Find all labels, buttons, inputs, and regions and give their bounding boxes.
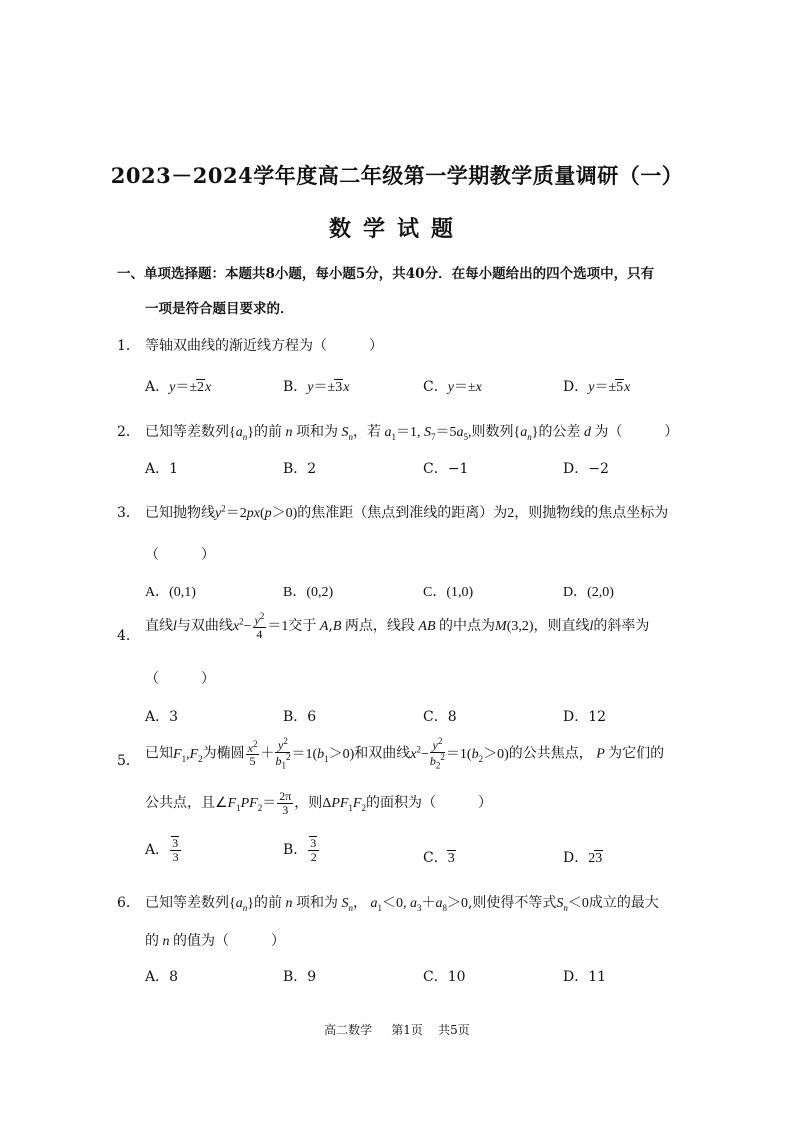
question-6-text-line2: 的 n 的值为（ ） xyxy=(145,933,285,949)
q5-option-a: A． $\frac{3}{3}$ xyxy=(145,836,182,864)
question-4-paren: （ ） xyxy=(145,671,215,687)
q6-option-b: B．9 xyxy=(283,969,317,985)
q5-option-d: D．23 xyxy=(563,850,603,866)
q4-option-d: D．12 xyxy=(563,709,607,725)
exam-title: 2023－2024学年度高二年级第一学期教学质量调研（一） xyxy=(110,163,684,188)
q2-option-c: C．−1 xyxy=(423,461,469,477)
q6-option-d: D．11 xyxy=(563,969,607,985)
q5-option-b: B． $\frac{3}{2}$ xyxy=(283,836,320,864)
question-6-text: 已知等差数列$\{a_n\}$的前 n 项和为 $S_n$， $a_1<0$, $a_3+a_8>0$,则使得不等式$S_n<0$成立的最大 xyxy=(145,895,659,913)
question-3-text: 已知抛物线$y^2=2px(p>0)$的焦准距（焦点到准线的距离）为2，则抛物线的焦点坐标为 xyxy=(145,503,669,521)
q2-option-b: B．2 xyxy=(283,461,317,477)
question-3-paren: （ ） xyxy=(145,547,215,563)
q6-option-a: A．8 xyxy=(145,969,179,985)
footer-total: 共5页 xyxy=(438,1023,470,1037)
page-footer xyxy=(0,1021,794,1038)
q5-option-c: C．3 xyxy=(423,850,455,866)
q1-option-d: D．y＝±5x xyxy=(563,379,631,395)
q6-option-c: C．10 xyxy=(423,969,466,985)
question-5-number: 5． xyxy=(117,753,140,769)
section-heading-line1: 一、单项选择题：本题共8小题，每小题5分，共40分．在每小题给出的四个选项中，只有 xyxy=(117,266,655,282)
footer-page: 第1页 xyxy=(391,1023,423,1037)
question-5-text-line2: 公共点，且$\angle F_1PF_2=$ $\frac{2\pi}{3}$ ，则$\Delta PF_1F_2$的面积为（ ） xyxy=(145,789,492,817)
q1-option-b: B．y＝±3x xyxy=(283,379,350,395)
question-6-number: 6． xyxy=(117,895,140,911)
q4-option-c: C．8 xyxy=(423,709,457,725)
q1-option-c: C．y＝±x xyxy=(423,379,482,395)
question-4-text: 直线l与双曲线$x^2-$ $\frac{y^2}{4}$ ＝1交于 A,B 两点，线段 AB 的中点为M(3,2)，则直线l的斜率为 xyxy=(145,611,650,641)
exam-subtitle: 数学试题 xyxy=(328,216,465,242)
question-5-text: 已知$F_1,F_2$为椭圆 $\frac{x^2}{5}$ ＋ $\frac{y^2}{b_1^2}$ $=1(b_1>0)$和双曲线$x^2-$ $\frac{y^2}{b_2^2}$ $=1(b_2>0)$的公共焦点， P 为它们的 xyxy=(145,736,665,770)
q1-option-a: A．y＝±2x xyxy=(145,379,212,395)
question-3-number: 3． xyxy=(117,505,140,521)
footer-subject: 高二数学 xyxy=(324,1023,373,1037)
question-2-number: 2． xyxy=(117,424,140,440)
question-4-number: 4． xyxy=(117,628,140,644)
question-2-text: 已知等差数列$\{a_n\}$的前 n 项和为 $S_n$，若 $a_1=1$, $S_7=5a_5$,则数列$\{a_n\}$的公差 d 为（ ） xyxy=(145,424,679,442)
q3-option-b: B．(0,2) xyxy=(283,585,334,600)
question-1-number: 1． xyxy=(117,338,140,354)
q4-option-a: A．3 xyxy=(145,709,179,725)
q4-option-b: B．6 xyxy=(283,709,317,725)
section-heading-line2: 一项是符合题目要求的． xyxy=(145,301,294,317)
q2-option-d: D．−2 xyxy=(563,461,609,477)
question-1-text: 等轴双曲线的渐近线方程为（ ） xyxy=(145,338,383,354)
q2-option-a: A．1 xyxy=(145,461,179,477)
q3-option-a: A．(0,1) xyxy=(145,585,196,600)
q3-option-d: D．(2,0) xyxy=(563,585,614,600)
q3-option-c: C．(1,0) xyxy=(423,585,474,600)
